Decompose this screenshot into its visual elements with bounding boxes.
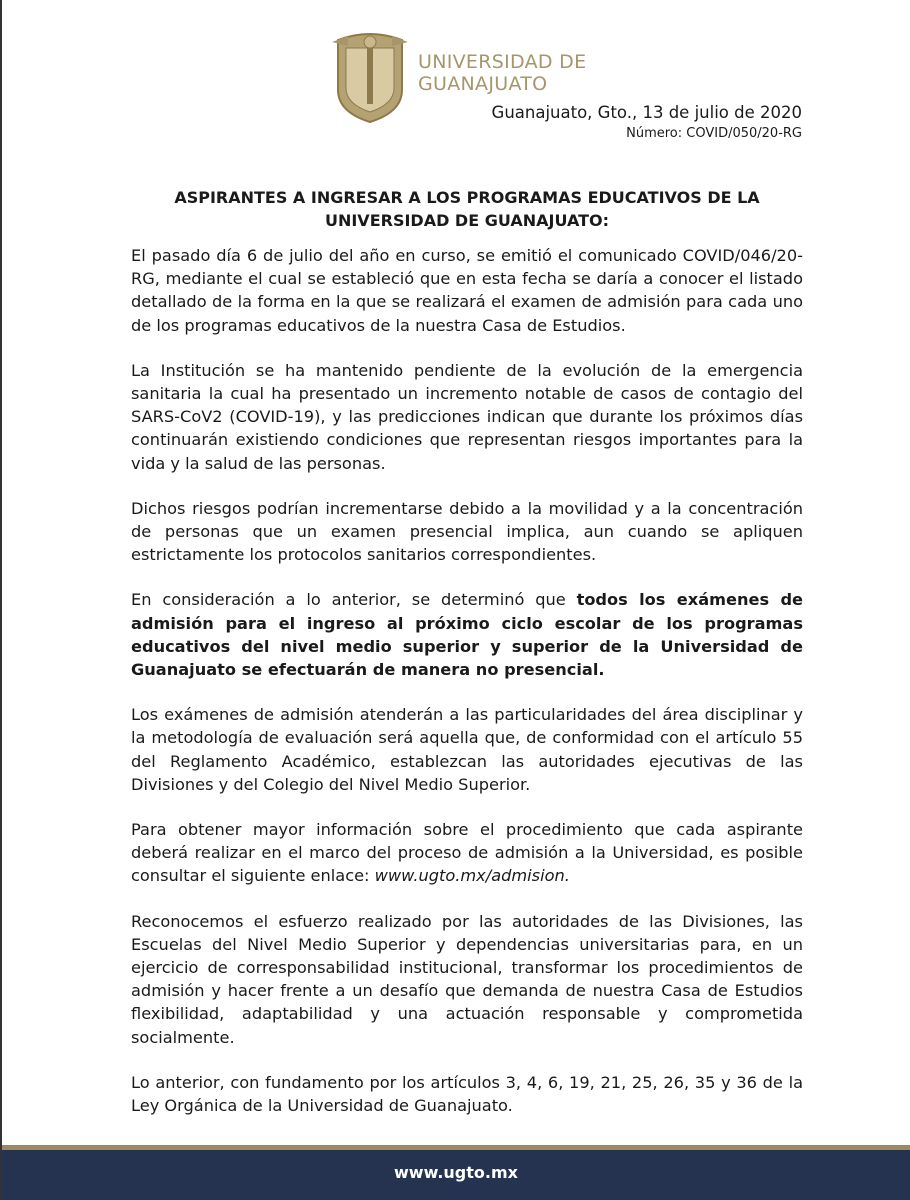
- document-number: Número: COVID/050/20-RG: [626, 126, 802, 141]
- page-border: [0, 0, 2, 1200]
- footer-bar: [2, 1150, 910, 1200]
- document-title: ASPIRANTES A INGRESAR A LOS PROGRAMAS EDUCATIVOS DE LA UNIVERSIDAD DE GUANAJUATO:: [174, 188, 760, 230]
- paragraph-intro: En consideración a lo anterior, se determinó que: [131, 590, 577, 610]
- paragraph: Dichos riesgos podrían incrementarse debido a la movilidad y a la concentración de personas que un examen presencial implica, aun cuando se apliquen estrictamente los protocolos sanitarios correspondientes.: [131, 498, 803, 565]
- admission-link[interactable]: www.ugto.mx/admision.: [374, 866, 570, 886]
- university-name-line1: UNIVERSIDAD DE: [418, 51, 587, 73]
- paragraph: Lo anterior, con fundamento por los artículos 3, 4, 6, 19, 21, 25, 26, 35 y 36 de la Ley Orgánica de la Universidad de Guanajuato.: [131, 1072, 803, 1116]
- university-name: [418, 51, 586, 95]
- document-date: Guanajuato, Gto., 13 de julio de 2020: [491, 103, 802, 122]
- footer-url[interactable]: www.ugto.mx: [394, 1163, 518, 1182]
- university-name-line2: GUANAJUATO: [418, 73, 548, 95]
- paragraph: [131, 818, 803, 888]
- paragraph: [131, 588, 803, 681]
- paragraph: Reconocemos el esfuerzo realizado por las autoridades de las Divisiones, las Escuelas del Nivel Medio Superior y dependencias universitarias para, en un ejercicio de corresponsabilidad institucional, transformar los procedimientos de admisión y hacer frente a un desafío que demanda de nuestra Casa de Estudios flexibilidad, adaptabilidad y una actuación responsable y comprometida socialmente.: [131, 911, 803, 1047]
- paragraph: El pasado día 6 de julio del año en curso, se emitió el comunicado COVID/046/20-RG, mediante el cual se estableció que en esta fecha se daría a conocer el listado detallado de la forma en la que se realizará el examen de admisión para cada uno de los programas educativos de la nuestra Casa de Estudios.: [131, 246, 803, 335]
- paragraph-text: Para obtener mayor información sobre el procedimiento que cada aspirante deberá realizar en el marco del proceso de admisión a la Universidad, es posible consultar el siguiente enlace:: [131, 820, 803, 886]
- document-body: [131, 244, 803, 1139]
- paragraph: Los exámenes de admisión atenderán a las particularidades del área disciplinar y la metodología de evaluación será aquella que, de conformidad con el artículo 55 del Reglamento Académico, establezcan las autoridades ejecutivas de las Divisiones y del Colegio del Nivel Medio Superior.: [131, 705, 803, 794]
- paragraph-bold-resolution: todos los exámenes de admisión para el ingreso al próximo ciclo escolar de los programas educativos del nivel medio superior y superior de la Universidad de Guanajuato se efectuarán de manera no presencial.: [131, 590, 804, 680]
- paragraph: La Institución se ha mantenido pendiente de la evolución de la emergencia sanitaria la cual ha presentado un incremento notable de casos de contagio del SARS-CoV2 (COVID-19), y las predicciones indican que durante los próximos días continuarán existiendo condiciones que representan riesgos importantes para la vida y la salud de las personas.: [131, 360, 803, 473]
- university-seal-logo: [330, 28, 410, 124]
